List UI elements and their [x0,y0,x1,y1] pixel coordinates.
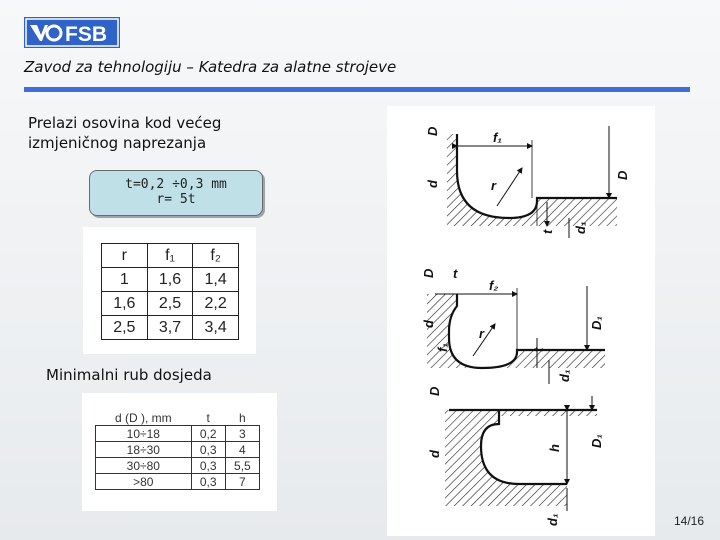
svg-text:d: d [425,180,440,188]
table-cell: 3,7 [147,316,193,340]
svg-text:r: r [479,326,485,341]
figure-1 [425,126,630,238]
svg-text:D₁: D₁ [589,316,604,330]
department-subtitle: Zavod za tehnologiju – Katedra za alatne strojeve [24,58,397,76]
callout-line-1: t=0,2 ÷0,3 mm [125,177,227,192]
table-row [102,292,239,316]
fsb-logo [24,17,120,48]
svg-text:t: t [531,347,546,352]
table-cell: 1 [102,268,148,292]
formula-callout [89,170,263,216]
table-cell: 1,6 [102,292,148,316]
svg-text:D: D [427,386,442,396]
figure-3 [427,386,604,526]
heading-line-2: izmjeničnog naprezanja [28,134,207,152]
table-header-cell: f₁ [147,244,193,268]
section-label-fit-edge: Minimalni rub dosjeda [46,366,212,384]
svg-text:r: r [491,178,497,193]
table-cell: 1,4 [193,268,239,292]
table-cell: 4 [225,442,259,458]
table-row [102,316,239,340]
svg-text:f₂: f₂ [489,278,499,293]
svg-text:D₁: D₁ [589,434,604,448]
fit-edge-table-card [82,393,277,511]
svg-text:D: D [615,170,630,180]
table-header-row [102,244,239,268]
table-cell: 7 [225,474,259,490]
callout-line-2: r= 5t [156,192,196,207]
table-header-cell: t [191,410,225,426]
table-header-cell: f₂ [193,244,239,268]
table-header-row [96,410,260,426]
svg-text:d: d [421,320,436,328]
heading-line-1: Prelazi osovina kod većeg [28,114,222,132]
page-number: 14/16 [673,514,704,528]
svg-text:t: t [453,266,458,281]
svg-text:D: D [425,126,440,136]
table-cell: 5,5 [225,458,259,474]
table-header-cell: r [102,244,148,268]
table-cell: 2,5 [147,292,193,316]
svg-text:d₁: d₁ [545,513,560,526]
table-cell: 3,4 [193,316,239,340]
table-cell: 3 [225,426,259,442]
svg-text:t: t [540,229,555,234]
table-row [96,474,260,490]
table-row [96,426,260,442]
table-cell: 0,3 [191,474,225,490]
slide-heading [28,113,328,153]
figure-2 [421,266,605,384]
technical-drawing-figure [387,106,655,536]
fsb-logo-icon [24,17,120,48]
table-cell: 0,3 [191,458,225,474]
svg-text:h: h [547,444,562,452]
table-row [96,458,260,474]
svg-text:d: d [427,450,442,458]
fit-edge-table [95,410,260,490]
svg-text:D: D [421,268,436,278]
table-header-cell: h [225,410,259,426]
radius-table [101,243,239,340]
table-cell: 10÷18 [96,426,192,442]
shaft-transition-drawing [387,106,655,536]
table-header-cell: d (D ), mm [96,410,192,426]
table-cell: 0,3 [191,442,225,458]
table-cell: 1,6 [147,268,193,292]
table-cell: 0,2 [191,426,225,442]
header-divider [24,87,690,92]
table-cell: 30÷80 [96,458,192,474]
table-cell: >80 [96,474,192,490]
table-cell: 2,5 [102,316,148,340]
radius-table-card [83,227,256,354]
table-row [96,442,260,458]
svg-text:f₁: f₁ [435,343,450,352]
table-row [102,268,239,292]
svg-text:d₁: d₁ [557,369,572,382]
svg-text:f₁: f₁ [493,130,502,145]
table-cell: 2,2 [193,292,239,316]
table-cell: 18÷30 [96,442,192,458]
svg-text:d₁: d₁ [573,221,588,234]
svg-text:FSB: FSB [65,23,107,46]
